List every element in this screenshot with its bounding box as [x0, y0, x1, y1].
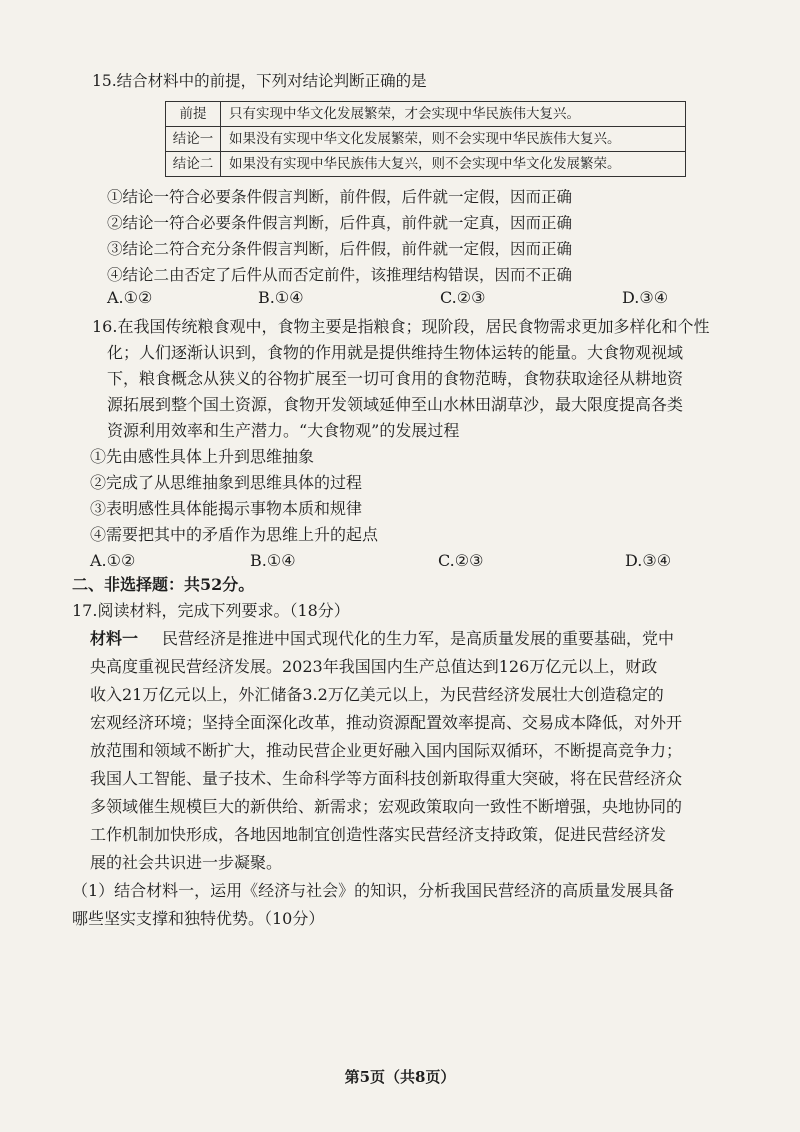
q16-option-c: C.②③ — [438, 551, 484, 570]
material-line-8: 工作机制加快形成，各地因地制宜创造性落实民营经济支持政策，促进民营经济发 — [90, 825, 667, 844]
conclusion-one-text: 如果没有实现中华文化发展繁荣，则不会实现中华民族伟大复兴。 — [221, 127, 686, 152]
conclusion-one-head: 结论一 — [166, 127, 221, 152]
material-line-5: 放范围和领域不断扩大，推动民营企业更好融入国内国际双循环，不断提高竞争力； — [90, 741, 683, 760]
q16-item-3: ③表明感性具体能揭示事物本质和规律 — [90, 499, 363, 518]
q17-sub1-line-2: 哪些坚实支撑和独特优势。（10分） — [72, 909, 325, 928]
q15-item-2: ②结论一符合必要条件假言判断，后件真，前件就一定真，因而正确 — [107, 214, 573, 232]
q15-option-c: C.②③ — [440, 288, 486, 307]
q16-line-2: 化；人们逐渐认识到，食物的作用就是提供维持生物体运转的能量。大食物观视域 — [107, 343, 684, 362]
q17-stem: 17.阅读材料，完成下列要求。（18分） — [72, 601, 350, 620]
premise-text: 只有实现中华文化发展繁荣，才会实现中华民族伟大复兴。 — [221, 102, 686, 127]
q16-option-b: B.①④ — [250, 551, 296, 570]
material-line-9: 展的社会共识进一步凝聚。 — [90, 853, 283, 872]
q15-item-4: ④结论二由否定了后件从而否定前件，该推理结构错误，因而不正确 — [107, 266, 573, 284]
conclusion-one-row — [166, 127, 686, 152]
premise-row — [166, 102, 686, 127]
conclusion-two-row — [166, 152, 686, 177]
material-line-3: 收入21万亿元以上，外汇储备3.2万亿美元以上，为民营经济发展壮大创造稳定的 — [90, 685, 664, 704]
q16-line-1: 16.在我国传统粮食观中，食物主要是指粮食；现阶段，居民食物需求更加多样化和个性 — [92, 317, 710, 336]
premise-table — [165, 101, 686, 177]
material-label: 材料一 — [90, 629, 139, 648]
q16-line-4: 源拓展到整个国土资源，食物开发领域延伸至山水林田湖草沙，最大限度提高各类 — [107, 395, 684, 414]
q15-item-3: ③结论二符合充分条件假言判断，后件假，前件就一定假，因而正确 — [107, 240, 573, 258]
q15-option-d: D.③④ — [622, 288, 669, 307]
q16-line-5: 资源利用效率和生产潜力。“大食物观”的发展过程 — [107, 421, 460, 440]
q16-item-4: ④需要把其中的矛盾作为思维上升的起点 — [90, 525, 379, 544]
conclusion-two-text: 如果没有实现中华民族伟大复兴，则不会实现中华文化发展繁荣。 — [221, 152, 686, 177]
q15-option-b: B.①④ — [258, 288, 304, 307]
q15-option-a: A.①② — [107, 288, 153, 307]
q16-item-2: ②完成了从思维抽象到思维具体的过程 — [90, 473, 363, 492]
q15-item-1: ①结论一符合必要条件假言判断，前件假，后件就一定假，因而正确 — [107, 188, 573, 206]
q16-item-1: ①先由感性具体上升到思维抽象 — [90, 447, 315, 466]
q16-option-a: A.①② — [90, 551, 136, 570]
material-line-2: 央高度重视民营经济发展。2023年我国国内生产总值达到126万亿元以上，财政 — [90, 657, 658, 676]
q17-sub1-line-1: （1）结合材料一，运用《经济与社会》的知识，分析我国民营经济的高质量发展具备 — [72, 881, 675, 900]
premise-head: 前提 — [166, 102, 221, 127]
material-line-4: 宏观经济环境；坚持全面深化改革，推动资源配置效率提高、交易成本降低，对外开 — [90, 713, 683, 732]
material-line-7: 多领域催生规模巨大的新供给、新需求；宏观政策取向一致性不断增强，央地协同的 — [90, 797, 683, 816]
q15-stem: 15.结合材料中的前提，下列对结论判断正确的是 — [92, 72, 427, 90]
material-line-6: 我国人工智能、量子技术、生命科学等方面科技创新取得重大突破，将在民营经济众 — [90, 769, 683, 788]
section-heading: 二、非选择题：共52分。 — [72, 575, 255, 594]
material-line-1: 民营经济是推进中国式现代化的生力军，是高质量发展的重要基础，党中 — [162, 629, 675, 648]
q16-line-3: 下，粮食概念从狭义的谷物扩展至一切可食用的食物范畴，食物获取途径从耕地资 — [107, 369, 684, 388]
page-number-footer: 第5页（共8页） — [344, 1068, 456, 1086]
conclusion-two-head: 结论二 — [166, 152, 221, 177]
q16-option-d: D.③④ — [625, 551, 672, 570]
